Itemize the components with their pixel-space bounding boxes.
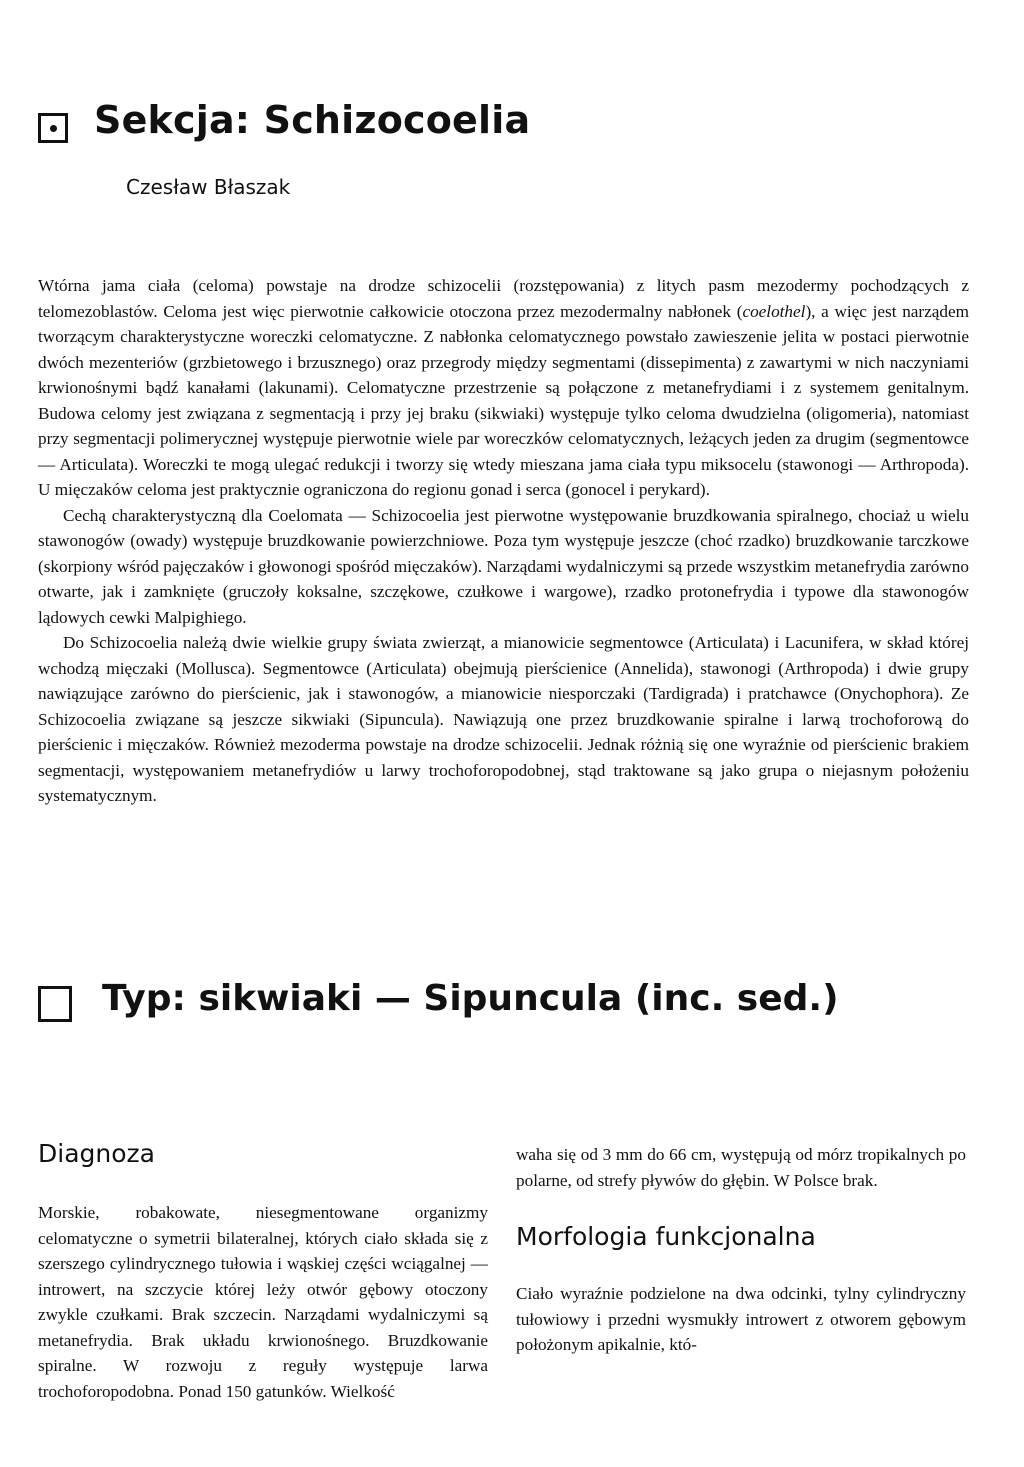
diagnoza-text: Morskie, robakowate, niesegmentowane organizmy celomatyczne o symetrii bilateralnej, których ciało składa się z szerszego cylindrycznego tułowia i wąskiej części wciągalnej — introwert, na szczycie której leży otwór gębowy otoczony zwykle czułkami. Brak szczecin. Narządami wydalniczymi są metanefrydia. Brak układu krwionośnego. Bruzdkowanie spiralne. W rozwoju z reguły występuje larwa trochoforopodobna. Ponad 150 gatunków. Wielkość <box>38 1203 488 1401</box>
section-title: Sekcja: Schizocoelia <box>94 98 531 142</box>
morfologia-text: Ciało wyraźnie podzielone na dwa odcinki, tylny cylindryczny tułowiowy i przedni wysmukły introwert z otworem gębowym położonym apikalnie, któ- <box>516 1284 966 1354</box>
intro-text <box>38 273 969 809</box>
intro-paragraph-1-end: ), a więc jest narządem tworzącym charakterystyczne woreczki celomatyczne. Z nabłonka celomatycznego powstało zawieszenie jelita w postaci pierwotnie dwóch mezenteriów (grzbietowego i brzusznego) oraz przegrody między segmentami (dissepimenta) z zawartymi w nich naczyniami krwionośnymi bądź kanałami (lakunami). Celomatyczne przestrzenie są połączone z metanefrydiami i z systemem genitalnym. Budowa celomy jest związana z segmentacją i przy jej braku (sikwiaki) występuje tylko celoma dwudzielna (oligomeria), natomiast przy segmentacji polimerycznej występuje pierwotnie wiele par woreczków celomatycznych, leżących jeden za drugim (segmentowce — Articulata). Woreczki te mogą ulegać redukcji i tworzy się wtedy mieszana jama ciała typu miksocelu (stawonogi — Arthropoda). U mięczaków celoma jest praktycznie ograniczona do regionu gonad i serca (gonocel i perykard). <box>38 301 969 499</box>
morfologia-heading: Morfologia funkcjonalna <box>516 1222 816 1251</box>
diagnoza-text-continued: waha się od 3 mm do 66 cm, występują od mórz tropikalnych po polarne, od strefy pływów do głębin. W Polsce brak. <box>516 1145 966 1190</box>
intro-paragraph-3: Do Schizocoelia należą dwie wielkie grupy świata zwierząt, a mianowicie segmentowce (Articulata) i Lacunifera, w skład której wchodzą mięczaki (Mollusca). Segmentowce (Articulata) obejmują pierścienice (Annelida), stawonogi (Arthropoda) i dwie grupy nawiązujące zarówno do pierścienic, jak i stawonogów, a mianowicie niesporczaki (Tardigrada) i pratchawce (Onychophora). Ze Schizocoelia związane są jeszcze sikwiaki (Sipuncula). Nawiązują one przez bruzdkowanie spiralne i larwą trochoforową do pierścienic i mięczaków. Również mezoderma powstaje na drodze schizocelii. Jednak różnią się one wyraźnie od pierścienic brakiem segmentacji, występowaniem metanefrydiów u larwy trochoforopodobnej, stąd traktowane są jako grupa o niejasnym położeniu systematycznym. <box>38 633 969 805</box>
intro-paragraph-2: Cechą charakterystyczną dla Coelomata — Schizocoelia jest pierwotne występowanie bruzdkowania spiralnego, chociaż u wielu stawonogów (owady) występuje bruzdkowanie powierzchniowe. Poza tym występuje jeszcze (choć rzadko) bruzdkowanie tarczkowe (skorpiony wśród pajęczaków i głowonogi spośród mięczaków). Narządami wydalniczymi są przede wszystkim metanefrydia zarówno otwarte, jak i zamknięte (gruczoły koksalne, szczękowe, czułkowe i wargowe), rzadko protonefrydia i typowe dla stawonogów lądowych cewki Malpighiego. <box>38 505 969 627</box>
section-marker-dot <box>50 125 57 132</box>
intro-paragraph-1 <box>38 273 969 503</box>
type-header <box>38 978 978 1038</box>
coelothel-term: coelothel <box>742 301 806 321</box>
right-column <box>516 1142 966 1358</box>
left-column <box>38 1138 488 1404</box>
section-marker-icon <box>38 113 68 143</box>
section-author: Czesław Błaszak <box>126 175 291 199</box>
type-marker-icon <box>38 986 72 1022</box>
section-header <box>38 98 978 208</box>
intro-paragraph-1-start: Wtórna jama ciała (celoma) powstaje na drodze schizocelii (rozstępowania) z litych pasm mezodermy pochodzących z telomezoblastów. Celoma jest więc pierwotnie całkowicie otoczona przez mezodermalny nabłonek ( <box>38 276 969 321</box>
type-title: Typ: sikwiaki — Sipuncula (inc. sed.) <box>102 978 839 1019</box>
diagnoza-heading: Diagnoza <box>38 1139 155 1168</box>
